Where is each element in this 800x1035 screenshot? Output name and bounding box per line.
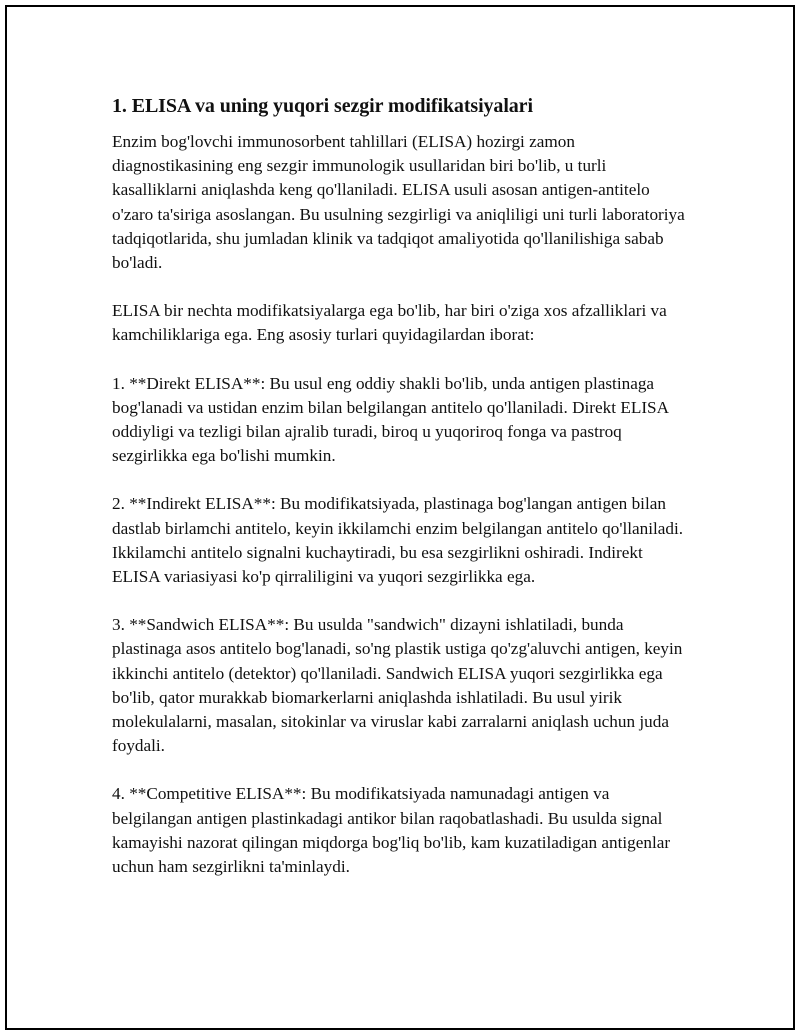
section-heading: 1. ELISA va uning yuqori sezgir modifikatsiyalari (112, 95, 533, 117)
paragraph-intro: Enzim bog'lovchi immunosorbent tahlillari (ELISA) hozirgi zamon diagnostikasining eng sezgir immunologik usullaridan biri bo'lib, u turli kasalliklarni aniqlashda keng qo'llaniladi. ELISA usuli asosan antigen-antitelo o'zaro ta'siriga asoslangan. Bu usulning sezgirligi va aniqliligi uni turli laboratoriya tadqiqotlarida, shu jumladan klinik va tadqiqot amaliyotida qo'llanilishiga sabab bo'ladi. (112, 132, 685, 273)
paragraph-indirect-elisa: 2. **Indirekt ELISA**: Bu modifikatsiyada, plastinaga bog'langan antigen bilan dastlab birlamchi antitelo, keyin ikkilamchi enzim belgilangan antitelo qo'llaniladi. Ikkilamchi antitelo signalni kuchaytiradi, bu esa sezgirlikni oshiradi. Indirekt ELISA variasiyasi ko'p qirraliligini va yuqori sezgirlikka ega. (112, 494, 684, 587)
document-body (112, 92, 692, 903)
paragraph-sandwich-elisa: 3. **Sandwich ELISA**: Bu usulda "sandwich" dizayni ishlatiladi, bunda plastinaga asos antitelo bog'lanadi, so'ng plastik ustiga qo'zg'aluvchi antigen, keyin ikkinchi antitelo (detektor) qo'llaniladi. Sandwich ELISA yuqori sezgirlikka ega bo'lib, qator murakkab biomarkerlarni aniqlashda ishlatiladi. Bu usul yirik molekulalarni, masalan, sitokinlar va viruslar kabi zarralarni aniqlash uchun juda foydali. (112, 615, 683, 756)
paragraph-direct-elisa: 1. **Direkt ELISA**: Bu usul eng oddiy shakli bo'lib, unda antigen plastinaga bog'lanadi va ustidan enzim bilan belgilangan antitelo qo'llaniladi. Direkt ELISA oddiyligi va tezligi bilan ajralib turadi, biroq u yuqoriroq fonga va pastroq sezgirlikka ega bo'lishi mumkin. (112, 373, 669, 466)
paragraph-competitive-elisa: 4. **Competitive ELISA**: Bu modifikatsiyada namunadagi antigen va belgilangan antigen plastinkadagi antikor bilan raqobatlashadi. Bu usulda signal kamayishi nazorat qilingan miqdorga bog'liq bo'lib, kam kuzatiladigan antigenlar uchun ham sezgirlikni ta'minlaydi. (112, 784, 671, 877)
paragraph-types-overview: ELISA bir nechta modifikatsiyalarga ega bo'lib, har biri o'ziga xos afzalliklari va kamchiliklariga ega. Eng asosiy turlari quyidagilardan iborat: (112, 301, 667, 345)
